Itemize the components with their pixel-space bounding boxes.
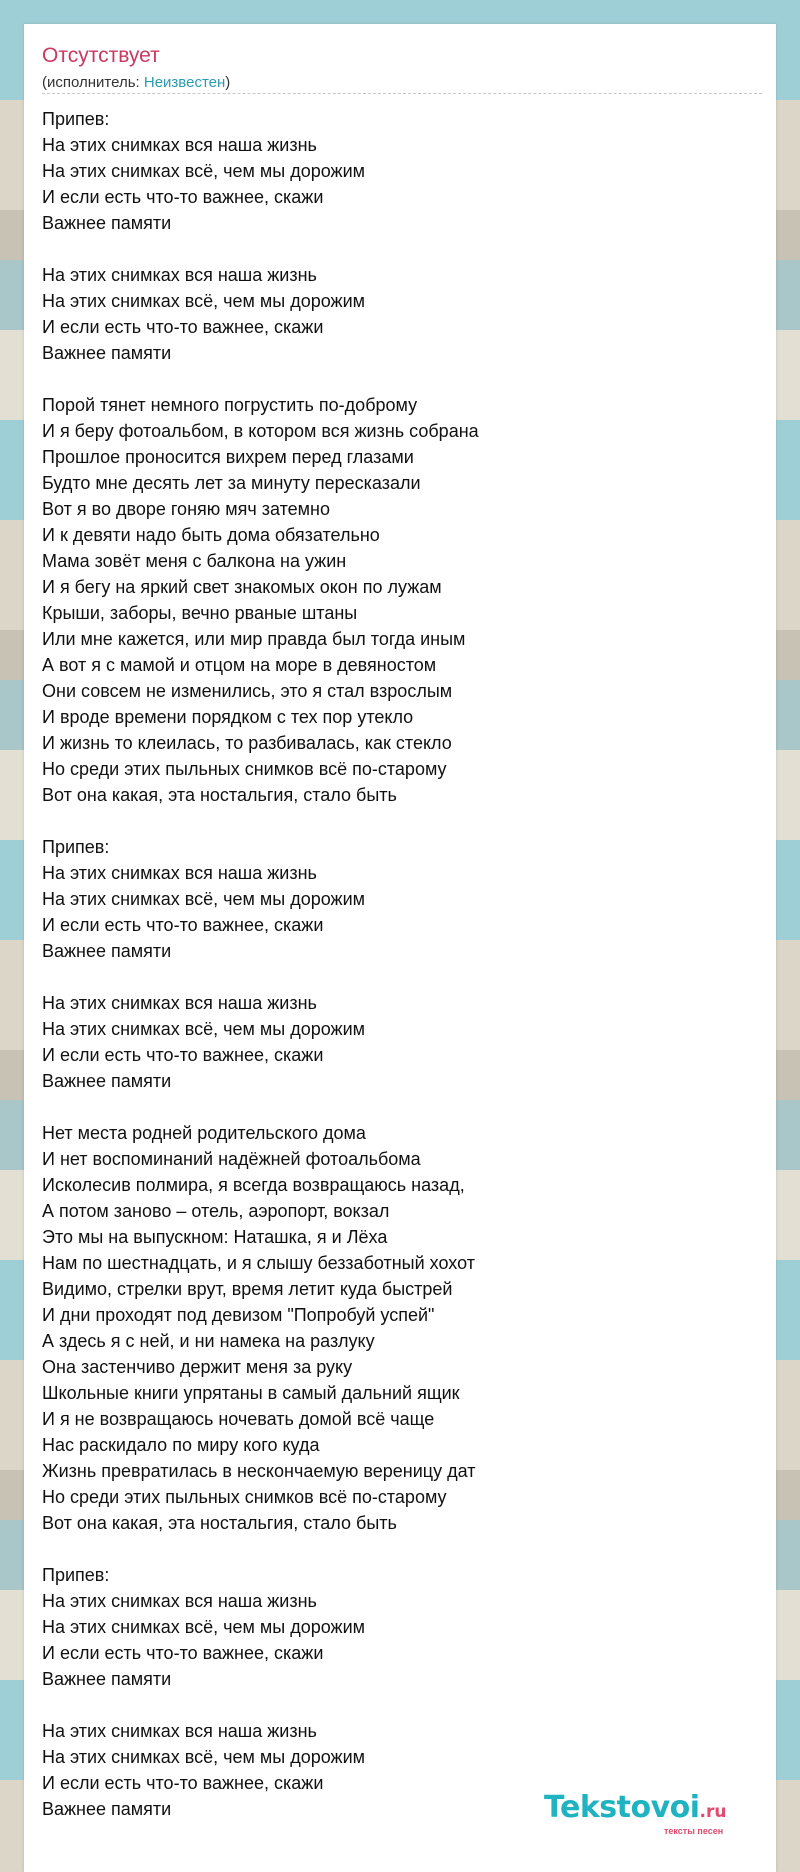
song-artist-line bbox=[42, 74, 230, 91]
lyrics-line: На этих снимках всё, чем мы дорожим bbox=[42, 291, 366, 311]
lyrics-line: На этих снимках вся наша жизнь bbox=[42, 993, 317, 1013]
artist-suffix: ) bbox=[225, 74, 231, 91]
lyrics-line: И вроде времени порядком с тех пор утекло bbox=[42, 707, 414, 727]
lyrics-line: И я не возвращаюсь ночевать домой всё чаще bbox=[42, 1409, 435, 1429]
lyrics-line: Мама зовёт меня с балкона на ужин bbox=[42, 551, 347, 571]
lyrics-line: Прошлое проносится вихрем перед глазами bbox=[42, 447, 414, 467]
lyrics-text bbox=[42, 106, 762, 1822]
logo-name: Tekstovoi bbox=[544, 1790, 700, 1825]
logo-tagline: тексты песен bbox=[664, 1826, 724, 1836]
lyrics-line: Припев: bbox=[42, 837, 110, 857]
lyrics-line: Но среди этих пыльных снимков всё по-старому bbox=[42, 1487, 447, 1507]
lyrics-line: Или мне кажется, или мир правда был тогда иным bbox=[42, 629, 466, 649]
lyrics-line: И я беру фотоальбом, в котором вся жизнь собрана bbox=[42, 421, 479, 441]
lyrics-line: Но среди этих пыльных снимков всё по-старому bbox=[42, 759, 447, 779]
lyrics-line: Жизнь превратилась в нескончаемую вереницу дат bbox=[42, 1461, 476, 1481]
lyrics-line: На этих снимках вся наша жизнь bbox=[42, 135, 317, 155]
lyrics-line: Исколесив полмира, я всегда возвращаюсь назад, bbox=[42, 1175, 465, 1195]
title-divider bbox=[42, 93, 762, 94]
lyrics-line: И жизнь то клеилась, то разбивалась, как стекло bbox=[42, 733, 452, 753]
lyrics-line: А вот я с мамой и отцом на море в девяностом bbox=[42, 655, 437, 675]
lyrics-line: А потом заново – отель, аэропорт, вокзал bbox=[42, 1201, 390, 1221]
lyrics-line: Нет места родней родительского дома bbox=[42, 1123, 366, 1143]
site-logo[interactable] bbox=[544, 1790, 727, 1825]
lyrics-line: И если есть что-то важнее, скажи bbox=[42, 1643, 324, 1663]
lyrics-line: На этих снимках вся наша жизнь bbox=[42, 1721, 317, 1741]
lyrics-line: Нас раскидало по миру кого куда bbox=[42, 1435, 320, 1455]
lyrics-line: И если есть что-то важнее, скажи bbox=[42, 187, 324, 207]
lyrics-line: Важнее памяти bbox=[42, 941, 172, 961]
song-title: Отсутствует bbox=[42, 44, 160, 67]
lyrics-line: На этих снимках всё, чем мы дорожим bbox=[42, 161, 366, 181]
lyrics-line bbox=[42, 1094, 762, 1120]
lyrics-line bbox=[42, 808, 762, 834]
lyrics-line: И если есть что-то важнее, скажи bbox=[42, 1045, 324, 1065]
lyrics-line: На этих снимках вся наша жизнь bbox=[42, 265, 317, 285]
lyrics-line: Важнее памяти bbox=[42, 1799, 172, 1819]
lyrics-line bbox=[42, 1536, 762, 1562]
lyrics-line: Важнее памяти bbox=[42, 343, 172, 363]
lyrics-line: И если есть что-то важнее, скажи bbox=[42, 1773, 324, 1793]
logo-tld: .ru bbox=[699, 1802, 727, 1822]
lyrics-line: Порой тянет немного погрустить по-доброму bbox=[42, 395, 418, 415]
lyrics-line: Припев: bbox=[42, 1565, 110, 1585]
lyrics-line: И я бегу на яркий свет знакомых окон по лужам bbox=[42, 577, 442, 597]
lyrics-line: На этих снимках всё, чем мы дорожим bbox=[42, 1747, 366, 1767]
lyrics-line: Припев: bbox=[42, 109, 110, 129]
lyrics-line: Они совсем не изменились, это я стал взрослым bbox=[42, 681, 453, 701]
lyrics-line: Важнее памяти bbox=[42, 1669, 172, 1689]
lyrics-line: И к девяти надо быть дома обязательно bbox=[42, 525, 380, 545]
lyrics-line: Видимо, стрелки врут, время летит куда быстрей bbox=[42, 1279, 453, 1299]
lyrics-line: Вот я во дворе гоняю мяч затемно bbox=[42, 499, 330, 519]
lyrics-line: На этих снимках всё, чем мы дорожим bbox=[42, 889, 366, 909]
lyrics-line: А здесь я с ней, и ни намека на разлуку bbox=[42, 1331, 375, 1351]
lyrics-line bbox=[42, 1692, 762, 1718]
lyrics-line: И дни проходят под девизом "Попробуй успей" bbox=[42, 1305, 435, 1325]
lyrics-line: И нет воспоминаний надёжней фотоальбома bbox=[42, 1149, 421, 1169]
lyrics-line: Нам по шестнадцать, и я слышу беззаботный хохот bbox=[42, 1253, 475, 1273]
lyrics-line: И если есть что-то важнее, скажи bbox=[42, 317, 324, 337]
lyrics-line: Это мы на выпускном: Наташка, я и Лёха bbox=[42, 1227, 388, 1247]
lyrics-line: На этих снимках вся наша жизнь bbox=[42, 1591, 317, 1611]
lyrics-line: Важнее памяти bbox=[42, 213, 172, 233]
lyrics-line: И если есть что-то важнее, скажи bbox=[42, 915, 324, 935]
lyrics-line: Будто мне десять лет за минуту пересказали bbox=[42, 473, 421, 493]
lyrics-line: На этих снимках вся наша жизнь bbox=[42, 863, 317, 883]
lyrics-card bbox=[24, 24, 776, 1872]
lyrics-line: Она застенчиво держит меня за руку bbox=[42, 1357, 353, 1377]
lyrics-line: Школьные книги упрятаны в самый дальний ящик bbox=[42, 1383, 460, 1403]
lyrics-line: Крыши, заборы, вечно рваные штаны bbox=[42, 603, 358, 623]
lyrics-line: Вот она какая, эта ностальгия, стало быть bbox=[42, 1513, 397, 1533]
lyrics-line bbox=[42, 964, 762, 990]
lyrics-line: Вот она какая, эта ностальгия, стало быть bbox=[42, 785, 397, 805]
lyrics-line bbox=[42, 236, 762, 262]
artist-link[interactable]: Неизвестен bbox=[143, 74, 226, 91]
lyrics-line: На этих снимках всё, чем мы дорожим bbox=[42, 1019, 366, 1039]
lyrics-line: На этих снимках всё, чем мы дорожим bbox=[42, 1617, 366, 1637]
lyrics-line bbox=[42, 366, 762, 392]
lyrics-line: Важнее памяти bbox=[42, 1071, 172, 1091]
artist-prefix: (исполнитель: bbox=[42, 74, 144, 91]
